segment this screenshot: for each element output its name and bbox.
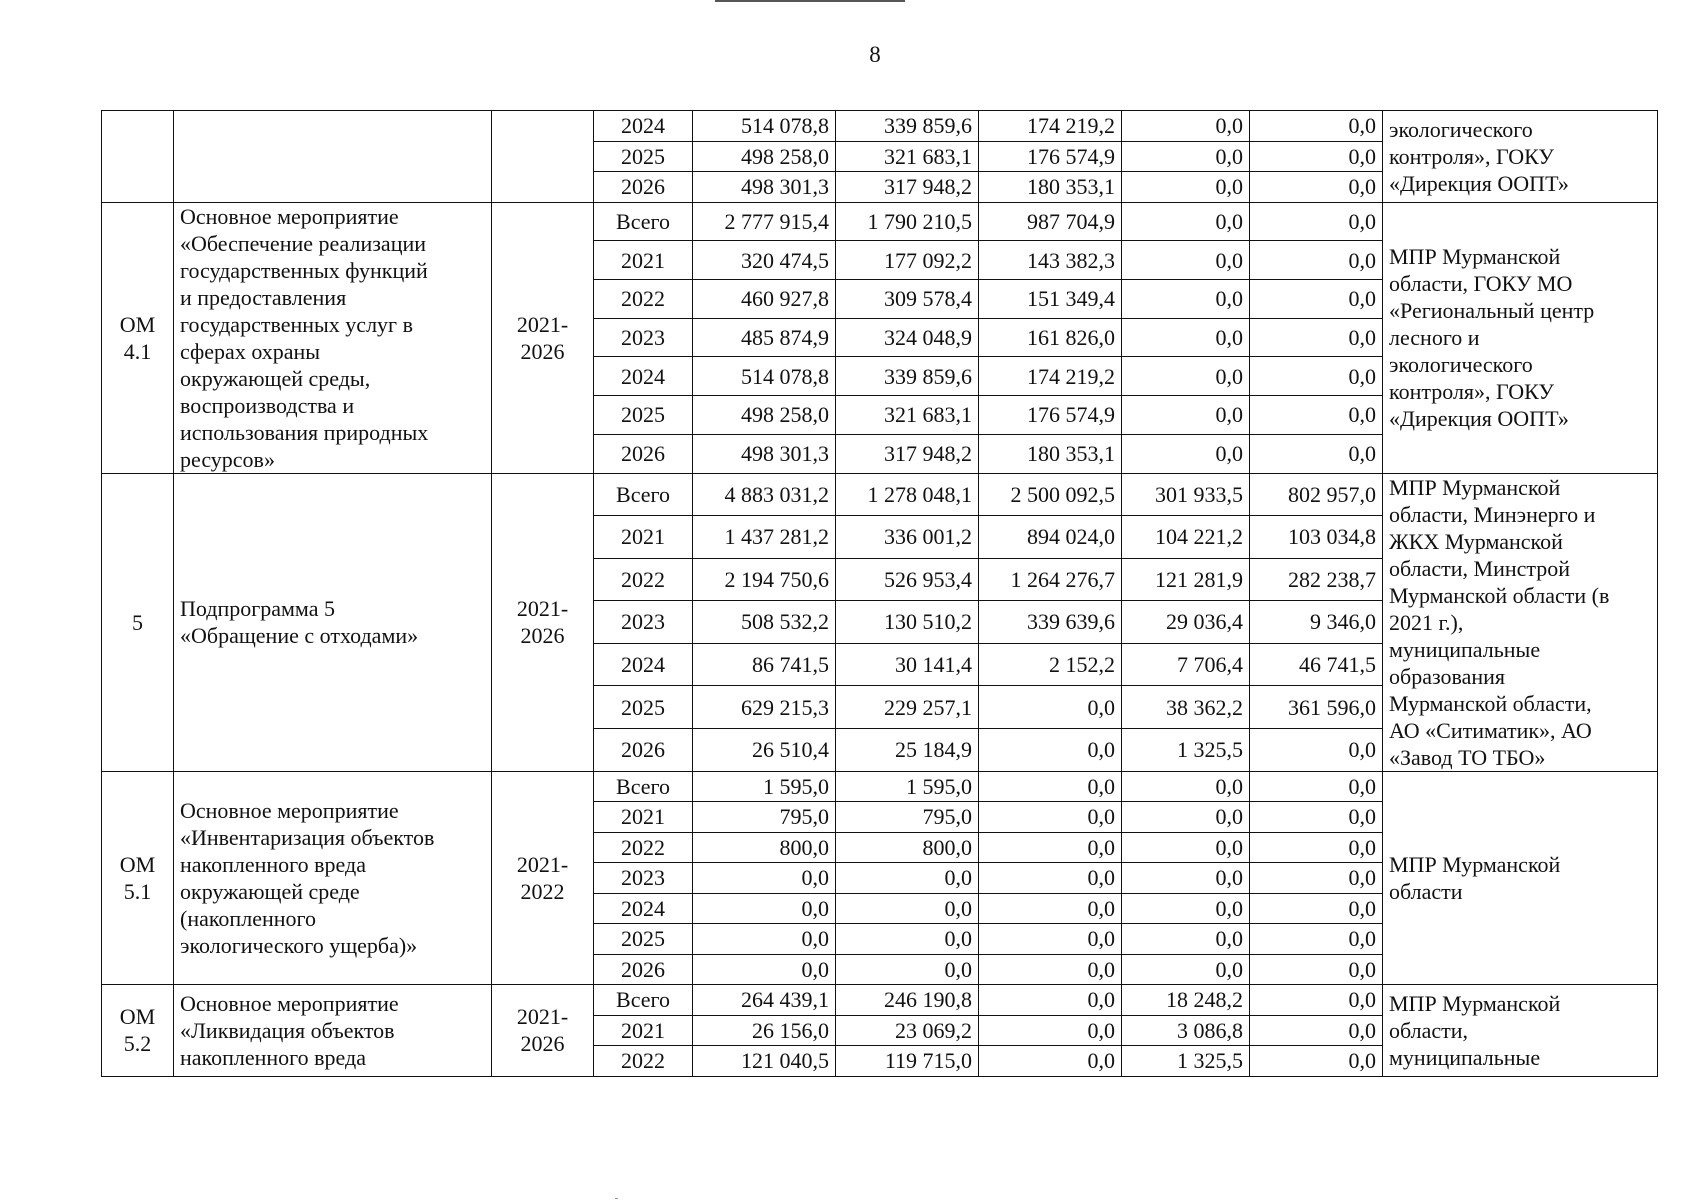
local-budget-cell: 0,0 xyxy=(1122,202,1250,241)
federal-budget-cell: 180 353,1 xyxy=(979,172,1122,203)
other-sources-cell: 46 741,5 xyxy=(1250,643,1383,686)
local-budget-cell: 3 086,8 xyxy=(1122,1015,1250,1046)
total-cell: 0,0 xyxy=(693,893,836,924)
row-name-cell: Основное мероприятие «Ликвидация объектов накопленного вреда xyxy=(174,985,492,1077)
regional-budget-cell: 0,0 xyxy=(836,893,979,924)
year-cell: 2026 xyxy=(594,434,693,473)
regional-budget-cell: 130 510,2 xyxy=(836,601,979,644)
federal-budget-cell: 339 639,6 xyxy=(979,601,1122,644)
total-cell: 800,0 xyxy=(693,832,836,863)
total-cell: 26 510,4 xyxy=(693,728,836,771)
other-sources-cell: 282 238,7 xyxy=(1250,558,1383,601)
year-cell: 2024 xyxy=(594,893,693,924)
local-budget-cell: 0,0 xyxy=(1122,318,1250,357)
row-name-cell: Основное мероприятие «Инвентаризация объектов накопленного вреда окружающей среде (накопленного экологического ущерба)» xyxy=(174,771,492,985)
year-cell: 2026 xyxy=(594,954,693,985)
federal-budget-cell: 1 264 276,7 xyxy=(979,558,1122,601)
other-sources-cell: 0,0 xyxy=(1250,832,1383,863)
regional-budget-cell: 321 683,1 xyxy=(836,141,979,172)
regional-budget-cell: 119 715,0 xyxy=(836,1046,979,1077)
regional-budget-cell: 0,0 xyxy=(836,924,979,955)
budget-table xyxy=(101,110,1658,1077)
year-cell: 2021 xyxy=(594,802,693,833)
regional-budget-cell: 1 790 210,5 xyxy=(836,202,979,241)
year-cell: 2025 xyxy=(594,396,693,435)
other-sources-cell: 0,0 xyxy=(1250,1015,1383,1046)
other-sources-cell: 0,0 xyxy=(1250,434,1383,473)
row-name-cell: Подпрограмма 5 «Обращение с отходами» xyxy=(174,473,492,771)
federal-budget-cell: 0,0 xyxy=(979,1046,1122,1077)
executor-cell: МПР Мурманской области xyxy=(1383,771,1658,985)
other-sources-cell: 0,0 xyxy=(1250,802,1383,833)
other-sources-cell: 0,0 xyxy=(1250,141,1383,172)
federal-budget-cell: 2 500 092,5 xyxy=(979,473,1122,516)
regional-budget-cell: 336 001,2 xyxy=(836,516,979,559)
other-sources-cell: 0,0 xyxy=(1250,241,1383,280)
year-cell: 2026 xyxy=(594,172,693,203)
year-cell: 2023 xyxy=(594,318,693,357)
regional-budget-cell: 309 578,4 xyxy=(836,279,979,318)
total-cell: 0,0 xyxy=(693,954,836,985)
regional-budget-cell: 23 069,2 xyxy=(836,1015,979,1046)
year-cell: 2021 xyxy=(594,1015,693,1046)
local-budget-cell: 0,0 xyxy=(1122,141,1250,172)
local-budget-cell: 0,0 xyxy=(1122,954,1250,985)
year-cell: 2022 xyxy=(594,1046,693,1077)
local-budget-cell: 0,0 xyxy=(1122,893,1250,924)
year-cell: 2024 xyxy=(594,643,693,686)
year-cell: Всего xyxy=(594,985,693,1016)
regional-budget-cell: 324 048,9 xyxy=(836,318,979,357)
row-code-cell: ОМ 5.1 xyxy=(102,771,174,985)
other-sources-cell: 0,0 xyxy=(1250,728,1383,771)
other-sources-cell: 103 034,8 xyxy=(1250,516,1383,559)
federal-budget-cell: 0,0 xyxy=(979,1015,1122,1046)
year-cell: 2025 xyxy=(594,686,693,729)
row-period-cell: 2021- 2026 xyxy=(492,985,594,1077)
local-budget-cell: 301 933,5 xyxy=(1122,473,1250,516)
table-row xyxy=(102,473,1658,516)
federal-budget-cell: 180 353,1 xyxy=(979,434,1122,473)
regional-budget-cell: 0,0 xyxy=(836,863,979,894)
year-cell: 2026 xyxy=(594,728,693,771)
local-budget-cell: 1 325,5 xyxy=(1122,1046,1250,1077)
local-budget-cell: 7 706,4 xyxy=(1122,643,1250,686)
other-sources-cell: 0,0 xyxy=(1250,396,1383,435)
executor-cell: экологического контроля», ГОКУ «Дирекция ООПТ» xyxy=(1383,111,1658,203)
other-sources-cell: 361 596,0 xyxy=(1250,686,1383,729)
total-cell: 264 439,1 xyxy=(693,985,836,1016)
table-row xyxy=(102,985,1658,1016)
total-cell: 514 078,8 xyxy=(693,357,836,396)
total-cell: 2 777 915,4 xyxy=(693,202,836,241)
federal-budget-cell: 0,0 xyxy=(979,863,1122,894)
regional-budget-cell: 339 859,6 xyxy=(836,357,979,396)
year-cell: 2022 xyxy=(594,558,693,601)
local-budget-cell: 0,0 xyxy=(1122,924,1250,955)
local-budget-cell: 0,0 xyxy=(1122,172,1250,203)
year-cell: 2023 xyxy=(594,863,693,894)
row-code-cell: ОМ 5.2 xyxy=(102,985,174,1077)
regional-budget-cell: 339 859,6 xyxy=(836,111,979,142)
federal-budget-cell: 174 219,2 xyxy=(979,111,1122,142)
total-cell: 2 194 750,6 xyxy=(693,558,836,601)
federal-budget-cell: 2 152,2 xyxy=(979,643,1122,686)
regional-budget-cell: 321 683,1 xyxy=(836,396,979,435)
local-budget-cell: 104 221,2 xyxy=(1122,516,1250,559)
year-cell: Всего xyxy=(594,202,693,241)
executor-cell: МПР Мурманской области, муниципальные xyxy=(1383,985,1658,1077)
federal-budget-cell: 161 826,0 xyxy=(979,318,1122,357)
row-name-cell xyxy=(174,111,492,203)
other-sources-cell: 0,0 xyxy=(1250,863,1383,894)
local-budget-cell: 0,0 xyxy=(1122,802,1250,833)
regional-budget-cell: 526 953,4 xyxy=(836,558,979,601)
local-budget-cell: 0,0 xyxy=(1122,771,1250,802)
total-cell: 86 741,5 xyxy=(693,643,836,686)
local-budget-cell: 18 248,2 xyxy=(1122,985,1250,1016)
local-budget-cell: 0,0 xyxy=(1122,863,1250,894)
local-budget-cell: 0,0 xyxy=(1122,241,1250,280)
federal-budget-cell: 0,0 xyxy=(979,686,1122,729)
total-cell: 121 040,5 xyxy=(693,1046,836,1077)
federal-budget-cell: 894 024,0 xyxy=(979,516,1122,559)
row-period-cell xyxy=(492,111,594,203)
top-edge-mark xyxy=(715,0,905,5)
regional-budget-cell: 1 595,0 xyxy=(836,771,979,802)
regional-budget-cell: 246 190,8 xyxy=(836,985,979,1016)
other-sources-cell: 0,0 xyxy=(1250,924,1383,955)
federal-budget-cell: 0,0 xyxy=(979,893,1122,924)
other-sources-cell: 0,0 xyxy=(1250,357,1383,396)
regional-budget-cell: 25 184,9 xyxy=(836,728,979,771)
other-sources-cell: 0,0 xyxy=(1250,111,1383,142)
total-cell: 498 301,3 xyxy=(693,434,836,473)
table-row xyxy=(102,771,1658,802)
executor-cell: МПР Мурманской области, Минэнерго и ЖКХ Мурманской области, Минстрой Мурманской области (в 2021 г.), муниципальные образования Мурманской области, АО «Ситиматик», АО «Завод ТО ТБО» xyxy=(1383,473,1658,771)
row-name-cell: Основное мероприятие «Обеспечение реализации государственных функций и предоставления государственных услуг в сферах охраны окружающей среды, воспроизводства и использования природных ресурсов» xyxy=(174,202,492,473)
federal-budget-cell: 174 219,2 xyxy=(979,357,1122,396)
local-budget-cell: 29 036,4 xyxy=(1122,601,1250,644)
federal-budget-cell: 0,0 xyxy=(979,728,1122,771)
federal-budget-cell: 151 349,4 xyxy=(979,279,1122,318)
other-sources-cell: 0,0 xyxy=(1250,771,1383,802)
total-cell: 0,0 xyxy=(693,863,836,894)
year-cell: 2025 xyxy=(594,924,693,955)
federal-budget-cell: 0,0 xyxy=(979,985,1122,1016)
total-cell: 498 258,0 xyxy=(693,396,836,435)
local-budget-cell: 0,0 xyxy=(1122,111,1250,142)
regional-budget-cell: 795,0 xyxy=(836,802,979,833)
regional-budget-cell: 30 141,4 xyxy=(836,643,979,686)
total-cell: 0,0 xyxy=(693,924,836,955)
other-sources-cell: 802 957,0 xyxy=(1250,473,1383,516)
other-sources-cell: 9 346,0 xyxy=(1250,601,1383,644)
total-cell: 508 532,2 xyxy=(693,601,836,644)
total-cell: 4 883 031,2 xyxy=(693,473,836,516)
local-budget-cell: 0,0 xyxy=(1122,396,1250,435)
local-budget-cell: 1 325,5 xyxy=(1122,728,1250,771)
other-sources-cell: 0,0 xyxy=(1250,1046,1383,1077)
federal-budget-cell: 176 574,9 xyxy=(979,396,1122,435)
year-cell: 2022 xyxy=(594,832,693,863)
other-sources-cell: 0,0 xyxy=(1250,202,1383,241)
federal-budget-cell: 987 704,9 xyxy=(979,202,1122,241)
scan-speck xyxy=(615,1198,618,1199)
year-cell: Всего xyxy=(594,473,693,516)
row-code-cell xyxy=(102,111,174,203)
federal-budget-cell: 176 574,9 xyxy=(979,141,1122,172)
row-period-cell: 2021- 2026 xyxy=(492,473,594,771)
other-sources-cell: 0,0 xyxy=(1250,893,1383,924)
federal-budget-cell: 0,0 xyxy=(979,802,1122,833)
federal-budget-cell: 0,0 xyxy=(979,832,1122,863)
local-budget-cell: 0,0 xyxy=(1122,279,1250,318)
total-cell: 320 474,5 xyxy=(693,241,836,280)
other-sources-cell: 0,0 xyxy=(1250,172,1383,203)
row-period-cell: 2021- 2022 xyxy=(492,771,594,985)
row-code-cell: 5 xyxy=(102,473,174,771)
local-budget-cell: 38 362,2 xyxy=(1122,686,1250,729)
other-sources-cell: 0,0 xyxy=(1250,985,1383,1016)
total-cell: 514 078,8 xyxy=(693,111,836,142)
year-cell: 2024 xyxy=(594,111,693,142)
other-sources-cell: 0,0 xyxy=(1250,279,1383,318)
executor-cell: МПР Мурманской области, ГОКУ МО «Региональный центр лесного и экологического контроля», ГОКУ «Дирекция ООПТ» xyxy=(1383,202,1658,473)
local-budget-cell: 121 281,9 xyxy=(1122,558,1250,601)
total-cell: 26 156,0 xyxy=(693,1015,836,1046)
federal-budget-cell: 0,0 xyxy=(979,924,1122,955)
local-budget-cell: 0,0 xyxy=(1122,434,1250,473)
regional-budget-cell: 800,0 xyxy=(836,832,979,863)
regional-budget-cell: 229 257,1 xyxy=(836,686,979,729)
year-cell: 2024 xyxy=(594,357,693,396)
row-period-cell: 2021- 2026 xyxy=(492,202,594,473)
other-sources-cell: 0,0 xyxy=(1250,954,1383,985)
total-cell: 629 215,3 xyxy=(693,686,836,729)
regional-budget-cell: 0,0 xyxy=(836,954,979,985)
federal-budget-cell: 143 382,3 xyxy=(979,241,1122,280)
table-row xyxy=(102,111,1658,142)
year-cell: 2025 xyxy=(594,141,693,172)
total-cell: 460 927,8 xyxy=(693,279,836,318)
federal-budget-cell: 0,0 xyxy=(979,954,1122,985)
year-cell: 2023 xyxy=(594,601,693,644)
regional-budget-cell: 1 278 048,1 xyxy=(836,473,979,516)
other-sources-cell: 0,0 xyxy=(1250,318,1383,357)
page-number: 8 xyxy=(869,42,881,67)
total-cell: 1 595,0 xyxy=(693,771,836,802)
year-cell: 2022 xyxy=(594,279,693,318)
table-row xyxy=(102,202,1658,241)
local-budget-cell: 0,0 xyxy=(1122,357,1250,396)
year-cell: 2021 xyxy=(594,516,693,559)
federal-budget-cell: 0,0 xyxy=(979,771,1122,802)
year-cell: Всего xyxy=(594,771,693,802)
total-cell: 795,0 xyxy=(693,802,836,833)
row-code-cell: ОМ 4.1 xyxy=(102,202,174,473)
total-cell: 498 258,0 xyxy=(693,141,836,172)
year-cell: 2021 xyxy=(594,241,693,280)
regional-budget-cell: 317 948,2 xyxy=(836,172,979,203)
total-cell: 1 437 281,2 xyxy=(693,516,836,559)
total-cell: 498 301,3 xyxy=(693,172,836,203)
regional-budget-cell: 177 092,2 xyxy=(836,241,979,280)
total-cell: 485 874,9 xyxy=(693,318,836,357)
regional-budget-cell: 317 948,2 xyxy=(836,434,979,473)
local-budget-cell: 0,0 xyxy=(1122,832,1250,863)
